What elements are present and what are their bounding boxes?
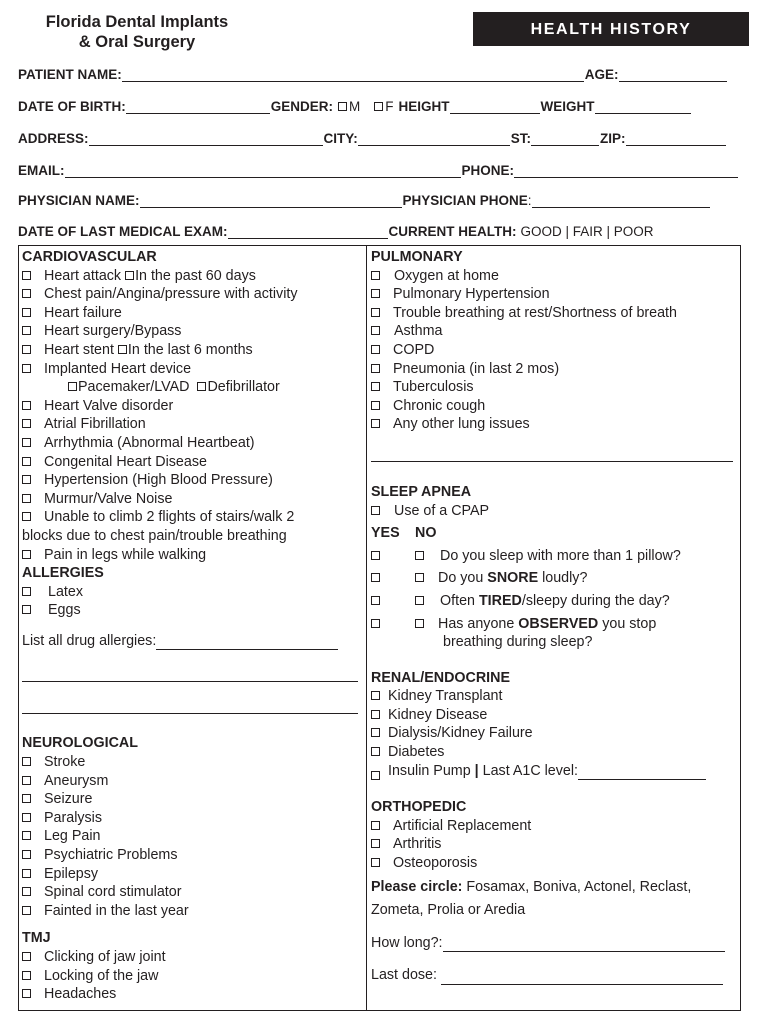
legs-item[interactable] xyxy=(22,546,358,565)
heart-surgery-checkbox[interactable] xyxy=(22,326,31,335)
oxygen-item[interactable] xyxy=(371,267,733,286)
physician-name-field[interactable] xyxy=(140,193,402,208)
drug-allergies-field[interactable] xyxy=(156,648,338,650)
exam-row xyxy=(18,221,758,239)
clinic-name-line2: & Oral Surgery xyxy=(78,33,196,51)
paralysis-item[interactable] xyxy=(22,809,358,828)
copd-item[interactable] xyxy=(371,341,733,360)
how-long-row xyxy=(371,934,733,953)
email-field[interactable] xyxy=(65,163,461,178)
address-row xyxy=(18,128,758,146)
eggs-checkbox[interactable] xyxy=(22,605,31,614)
cough-checkbox[interactable] xyxy=(371,401,380,410)
health-options[interactable]: GOOD | FAIR | POOR xyxy=(520,224,654,239)
tmj-title: TMJ xyxy=(22,930,51,947)
city-label: CITY: xyxy=(323,131,358,146)
hypertension-checkbox[interactable] xyxy=(22,475,31,484)
arthritis-item[interactable] xyxy=(371,835,733,854)
observed-yes-checkbox[interactable] xyxy=(371,619,380,628)
arrhythmia-item[interactable] xyxy=(22,434,358,453)
copd-checkbox[interactable] xyxy=(371,345,380,354)
stroke-item[interactable] xyxy=(22,753,358,772)
dob-field[interactable] xyxy=(126,99,270,114)
pillow-yes-checkbox[interactable] xyxy=(371,551,380,560)
heart-stent-label: Heart stent xyxy=(44,341,114,358)
form-title-banner: HEALTH HISTORY xyxy=(473,12,749,46)
dialysis-label: Dialysis/Kidney Failure xyxy=(388,725,533,742)
circle-meds-2[interactable]: Zometa, Prolia or Aredia xyxy=(371,902,526,919)
congenital-label: Congenital Heart Disease xyxy=(44,453,207,470)
last-exam-field[interactable] xyxy=(228,224,388,239)
fainted-item[interactable] xyxy=(22,902,358,921)
pillow-question-text: Do you sleep with more than 1 pillow? xyxy=(440,547,681,564)
physician-name-label: PHYSICIAN NAME: xyxy=(18,193,140,208)
weight-field[interactable] xyxy=(595,99,691,114)
asthma-item[interactable] xyxy=(371,322,733,341)
observed-no-checkbox[interactable] xyxy=(415,619,424,628)
zip-label: ZIP: xyxy=(600,131,626,146)
defib-label: Defibrillator xyxy=(207,379,280,396)
psychiatric-checkbox[interactable] xyxy=(22,850,31,859)
physician-phone-label xyxy=(403,193,532,208)
eggs-label: Eggs xyxy=(48,602,81,619)
observed-question xyxy=(371,615,733,634)
pneumonia-checkbox[interactable] xyxy=(371,364,380,373)
sleep-apnea-title: SLEEP APNEA xyxy=(371,483,472,500)
fainted-checkbox[interactable] xyxy=(22,906,31,915)
artificial-checkbox[interactable] xyxy=(371,821,380,830)
pneumonia-item[interactable] xyxy=(371,360,733,379)
tuberculosis-checkbox[interactable] xyxy=(371,382,380,391)
diabetes-label: Diabetes xyxy=(388,744,445,761)
circle-meds-1[interactable]: Fosamax, Boniva, Actonel, Reclast, xyxy=(466,878,692,895)
pneumonia-label: Pneumonia (in last 2 mos) xyxy=(393,360,560,377)
heart-surgery-label: Heart surgery/Bypass xyxy=(44,323,182,340)
tired-text-c: /sleepy during the day? xyxy=(521,592,670,609)
kidney-transplant-label: Kidney Transplant xyxy=(388,688,503,705)
osteoporosis-checkbox[interactable] xyxy=(371,858,380,867)
circle-meds-line-1 xyxy=(371,878,733,897)
leg-pain-item[interactable] xyxy=(22,827,358,846)
snore-text-a: Do you xyxy=(438,570,488,587)
murmur-item[interactable] xyxy=(22,490,358,509)
implanted-label: Implanted Heart device xyxy=(44,360,192,377)
left-column xyxy=(22,248,358,1004)
drug-allergies-row xyxy=(22,632,358,651)
copd-label: COPD xyxy=(393,341,435,358)
age-label: AGE: xyxy=(584,67,619,82)
stairs-label-1: Unable to climb 2 flights of stairs/walk 2 xyxy=(44,509,295,526)
observed-text-d: breathing during sleep? xyxy=(443,634,593,651)
implanted-checkbox[interactable] xyxy=(22,364,31,373)
insulin-pump-label: Insulin Pump xyxy=(388,762,471,779)
chest-pain-item[interactable] xyxy=(22,285,358,304)
afib-item[interactable] xyxy=(22,415,358,434)
seizure-label: Seizure xyxy=(44,791,93,808)
tired-text-b: TIRED xyxy=(478,592,522,609)
gender-f-checkbox[interactable] xyxy=(374,102,383,111)
observed-text-b: OBSERVED xyxy=(518,615,599,632)
yes-header: YES xyxy=(371,525,400,542)
aneurysm-item[interactable] xyxy=(22,772,358,791)
oxygen-checkbox[interactable] xyxy=(371,271,380,280)
eggs-item[interactable] xyxy=(22,601,358,620)
implanted-subitems xyxy=(22,378,358,397)
psychiatric-item[interactable] xyxy=(22,846,358,865)
drug-allergies-line-2[interactable] xyxy=(22,680,358,682)
implanted-item[interactable] xyxy=(22,360,358,379)
state-field[interactable] xyxy=(531,131,599,146)
tired-text-a: Often xyxy=(440,592,479,609)
clinic-name xyxy=(22,12,252,52)
headaches-label: Headaches xyxy=(44,986,117,1003)
spinal-item[interactable] xyxy=(22,883,358,902)
gender-m-checkbox[interactable] xyxy=(338,102,347,111)
physician-phone-field[interactable] xyxy=(532,193,710,208)
heart-attack-checkbox[interactable] xyxy=(22,271,31,280)
dialysis-checkbox[interactable] xyxy=(371,728,380,737)
dialysis-item[interactable] xyxy=(371,724,733,743)
clicking-checkbox[interactable] xyxy=(22,952,31,961)
no-header: NO xyxy=(415,525,437,542)
seizure-item[interactable] xyxy=(22,790,358,809)
stairs-item[interactable] xyxy=(22,508,358,527)
heart-failure-label: Heart failure xyxy=(44,304,122,321)
heart-stent-checkbox[interactable] xyxy=(22,345,31,354)
how-long-label: How long?: xyxy=(371,934,443,951)
heart-failure-item[interactable] xyxy=(22,304,358,323)
trouble-breathing-label: Trouble breathing at rest/Shortness of breath xyxy=(393,304,677,321)
phone-label: PHONE: xyxy=(461,163,515,178)
headaches-item[interactable] xyxy=(22,985,358,1004)
epilepsy-checkbox[interactable] xyxy=(22,869,31,878)
hypertension-label: Hypertension (High Blood Pressure) xyxy=(44,472,273,489)
a1c-label: Last A1C level: xyxy=(482,762,579,779)
heart-failure-checkbox[interactable] xyxy=(22,308,31,317)
allergies-title: ALLERGIES xyxy=(22,565,104,582)
past-60-label: In the past 60 days xyxy=(135,267,256,284)
kidney-disease-item[interactable] xyxy=(371,706,733,725)
patient-name-row xyxy=(18,64,758,82)
pillow-no-checkbox[interactable] xyxy=(415,551,424,560)
arthritis-label: Arthritis xyxy=(393,836,442,853)
heart-attack-item[interactable] xyxy=(22,267,358,286)
aneurysm-label: Aneurysm xyxy=(44,772,109,789)
trouble-breathing-item[interactable] xyxy=(371,304,733,323)
weight-label: WEIGHT xyxy=(540,99,595,114)
drug-allergies-label: List all drug allergies: xyxy=(22,632,157,649)
valve-checkbox[interactable] xyxy=(22,401,31,410)
asthma-label: Asthma xyxy=(394,323,443,340)
valve-item[interactable] xyxy=(22,397,358,416)
email-label: EMAIL: xyxy=(18,163,65,178)
insulin-pump-item[interactable] xyxy=(371,762,733,781)
zip-field[interactable] xyxy=(626,131,726,146)
chest-pain-label: Chest pain/Angina/pressure with activity xyxy=(44,286,298,303)
cough-label: Chronic cough xyxy=(393,397,486,414)
snore-text-c: loudly? xyxy=(538,570,588,587)
arthritis-checkbox[interactable] xyxy=(371,839,380,848)
latex-label: Latex xyxy=(48,583,83,600)
insulin-pump-checkbox[interactable] xyxy=(371,771,380,780)
murmur-checkbox[interactable] xyxy=(22,494,31,503)
chest-pain-checkbox[interactable] xyxy=(22,289,31,298)
psychiatric-label: Psychiatric Problems xyxy=(44,847,178,864)
clicking-label: Clicking of jaw joint xyxy=(44,949,166,965)
legs-checkbox[interactable] xyxy=(22,550,31,559)
paralysis-label: Paralysis xyxy=(44,809,102,826)
clicking-item[interactable] xyxy=(22,948,358,967)
last-dose-row xyxy=(371,966,733,985)
physician-phone-text: PHYSICIAN PHONE xyxy=(402,193,528,208)
yes-no-header xyxy=(371,524,733,543)
headaches-checkbox[interactable] xyxy=(22,989,31,998)
last-6-checkbox[interactable] xyxy=(118,345,127,354)
last-exam-label: DATE OF LAST MEDICAL EXAM: xyxy=(18,224,228,239)
tired-yes-checkbox[interactable] xyxy=(371,596,380,605)
right-column xyxy=(371,248,733,985)
state-label: ST: xyxy=(510,131,532,146)
tuberculosis-label: Tuberculosis xyxy=(393,379,474,396)
address-label: ADDRESS: xyxy=(18,131,89,146)
seizure-checkbox[interactable] xyxy=(22,794,31,803)
drug-allergies-line-3[interactable] xyxy=(22,712,358,714)
locking-checkbox[interactable] xyxy=(22,971,31,980)
leg-pain-checkbox[interactable] xyxy=(22,831,31,840)
gender-m-option[interactable] xyxy=(338,99,360,114)
stairs-checkbox[interactable] xyxy=(22,512,31,521)
aneurysm-checkbox[interactable] xyxy=(22,776,31,785)
other-lung-label: Any other lung issues xyxy=(393,416,530,433)
fainted-label: Fainted in the last year xyxy=(44,902,189,919)
clinic-name-line1: Florida Dental Implants xyxy=(45,13,229,31)
valve-label: Heart Valve disorder xyxy=(44,397,174,414)
orthopedic-title: ORTHOPEDIC xyxy=(371,799,467,816)
cpap-checkbox[interactable] xyxy=(371,506,380,515)
trouble-breathing-checkbox[interactable] xyxy=(371,308,380,317)
cpap-item[interactable] xyxy=(371,502,733,521)
other-lung-checkbox[interactable] xyxy=(371,419,380,428)
tuberculosis-item[interactable] xyxy=(371,378,733,397)
past-60-checkbox[interactable] xyxy=(125,271,134,280)
other-lung-item[interactable] xyxy=(371,415,733,434)
tired-question xyxy=(371,592,733,611)
city-field[interactable] xyxy=(358,131,510,146)
kidney-disease-checkbox[interactable] xyxy=(371,710,380,719)
asthma-checkbox[interactable] xyxy=(371,326,380,335)
email-row xyxy=(18,160,758,178)
phone-field[interactable] xyxy=(514,163,738,178)
stroke-label: Stroke xyxy=(44,754,86,771)
diabetes-checkbox[interactable] xyxy=(371,747,380,756)
a1c-field[interactable] xyxy=(578,778,706,780)
defib-checkbox[interactable] xyxy=(197,382,206,391)
congenital-checkbox[interactable] xyxy=(22,457,31,466)
murmur-label: Murmur/Valve Noise xyxy=(44,490,173,507)
epilepsy-item[interactable] xyxy=(22,865,358,884)
last-dose-label: Last dose: xyxy=(371,967,437,984)
latex-checkbox[interactable] xyxy=(22,587,31,596)
spinal-label: Spinal cord stimulator xyxy=(44,884,182,901)
height-field[interactable] xyxy=(450,99,540,114)
pacemaker-label: Pacemaker/LVAD xyxy=(78,379,190,396)
gender-m-text: M xyxy=(349,99,361,114)
observed-text-c: you stop xyxy=(598,615,657,632)
locking-label: Locking of the jaw xyxy=(44,967,159,984)
snore-yes-checkbox[interactable] xyxy=(371,573,380,582)
neurological-title: NEUROLOGICAL xyxy=(22,735,138,752)
snore-text-b: SNORE xyxy=(487,570,539,587)
gender-f-option[interactable] xyxy=(374,99,393,114)
cpap-label: Use of a CPAP xyxy=(394,502,490,519)
heart-surgery-item[interactable] xyxy=(22,322,358,341)
age-field[interactable] xyxy=(619,67,727,82)
pulm-hypertension-label: Pulmonary Hypertension xyxy=(393,286,550,303)
oxygen-label: Oxygen at home xyxy=(394,267,499,284)
tired-no-checkbox[interactable] xyxy=(415,596,424,605)
epilepsy-label: Epilepsy xyxy=(44,865,99,882)
leg-pain-label: Leg Pain xyxy=(44,828,101,845)
spinal-checkbox[interactable] xyxy=(22,887,31,896)
separator-bar: | xyxy=(474,762,479,779)
dob-label: DATE OF BIRTH: xyxy=(18,99,126,114)
latex-item[interactable] xyxy=(22,583,358,602)
kidney-transplant-item[interactable] xyxy=(371,687,733,706)
lung-issues-line[interactable] xyxy=(371,460,733,462)
cardiovascular-title: CARDIOVASCULAR xyxy=(22,249,157,265)
patient-name-label: PATIENT NAME: xyxy=(18,67,122,82)
heart-attack-label: Heart attack xyxy=(44,267,122,284)
physician-phone-colon: : xyxy=(527,193,532,208)
snore-no-checkbox[interactable] xyxy=(415,573,424,582)
osteoporosis-item[interactable] xyxy=(371,854,733,873)
osteoporosis-label: Osteoporosis xyxy=(393,855,478,872)
current-health-label: CURRENT HEALTH: xyxy=(388,224,517,239)
gender-label: GENDER: xyxy=(270,99,334,114)
dob-row xyxy=(18,96,758,114)
pacemaker-checkbox[interactable] xyxy=(68,382,77,391)
how-long-field[interactable] xyxy=(443,950,725,952)
address-field[interactable] xyxy=(89,131,323,146)
hypertension-item[interactable] xyxy=(22,471,358,490)
paralysis-checkbox[interactable] xyxy=(22,813,31,822)
arrhythmia-label: Arrhythmia (Abnormal Heartbeat) xyxy=(44,434,255,451)
circle-label: Please circle: xyxy=(371,878,463,895)
congenital-item[interactable] xyxy=(22,453,358,472)
heart-stent-item[interactable] xyxy=(22,341,358,360)
diabetes-item[interactable] xyxy=(371,743,733,762)
kidney-transplant-checkbox[interactable] xyxy=(371,691,380,700)
artificial-item[interactable] xyxy=(371,817,733,836)
last-6-label: In the last 6 months xyxy=(127,341,253,358)
observed-text-a: Has anyone xyxy=(438,615,519,632)
pulmonary-title: PULMONARY xyxy=(371,249,463,265)
artificial-label: Artificial Replacement xyxy=(393,817,532,834)
height-label: HEIGHT xyxy=(398,99,450,114)
legs-label: Pain in legs while walking xyxy=(44,546,207,563)
stroke-checkbox[interactable] xyxy=(22,757,31,766)
last-dose-field[interactable] xyxy=(441,983,723,985)
arrhythmia-checkbox[interactable] xyxy=(22,438,31,447)
pulm-hypertension-item[interactable] xyxy=(371,285,733,304)
kidney-disease-label: Kidney Disease xyxy=(388,706,488,723)
afib-label: Atrial Fibrillation xyxy=(44,416,146,433)
pillow-question xyxy=(371,547,733,566)
gender-f-text: F xyxy=(385,99,394,114)
column-divider xyxy=(366,245,367,1011)
cough-item[interactable] xyxy=(371,397,733,416)
snore-question xyxy=(371,569,733,588)
patient-name-field[interactable] xyxy=(122,67,584,82)
pulm-hypertension-checkbox[interactable] xyxy=(371,289,380,298)
afib-checkbox[interactable] xyxy=(22,419,31,428)
locking-item[interactable] xyxy=(22,967,358,986)
physician-row xyxy=(18,190,758,208)
stairs-label-2: blocks due to chest pain/trouble breathing xyxy=(22,527,287,544)
renal-title: RENAL/ENDOCRINE xyxy=(371,669,511,686)
